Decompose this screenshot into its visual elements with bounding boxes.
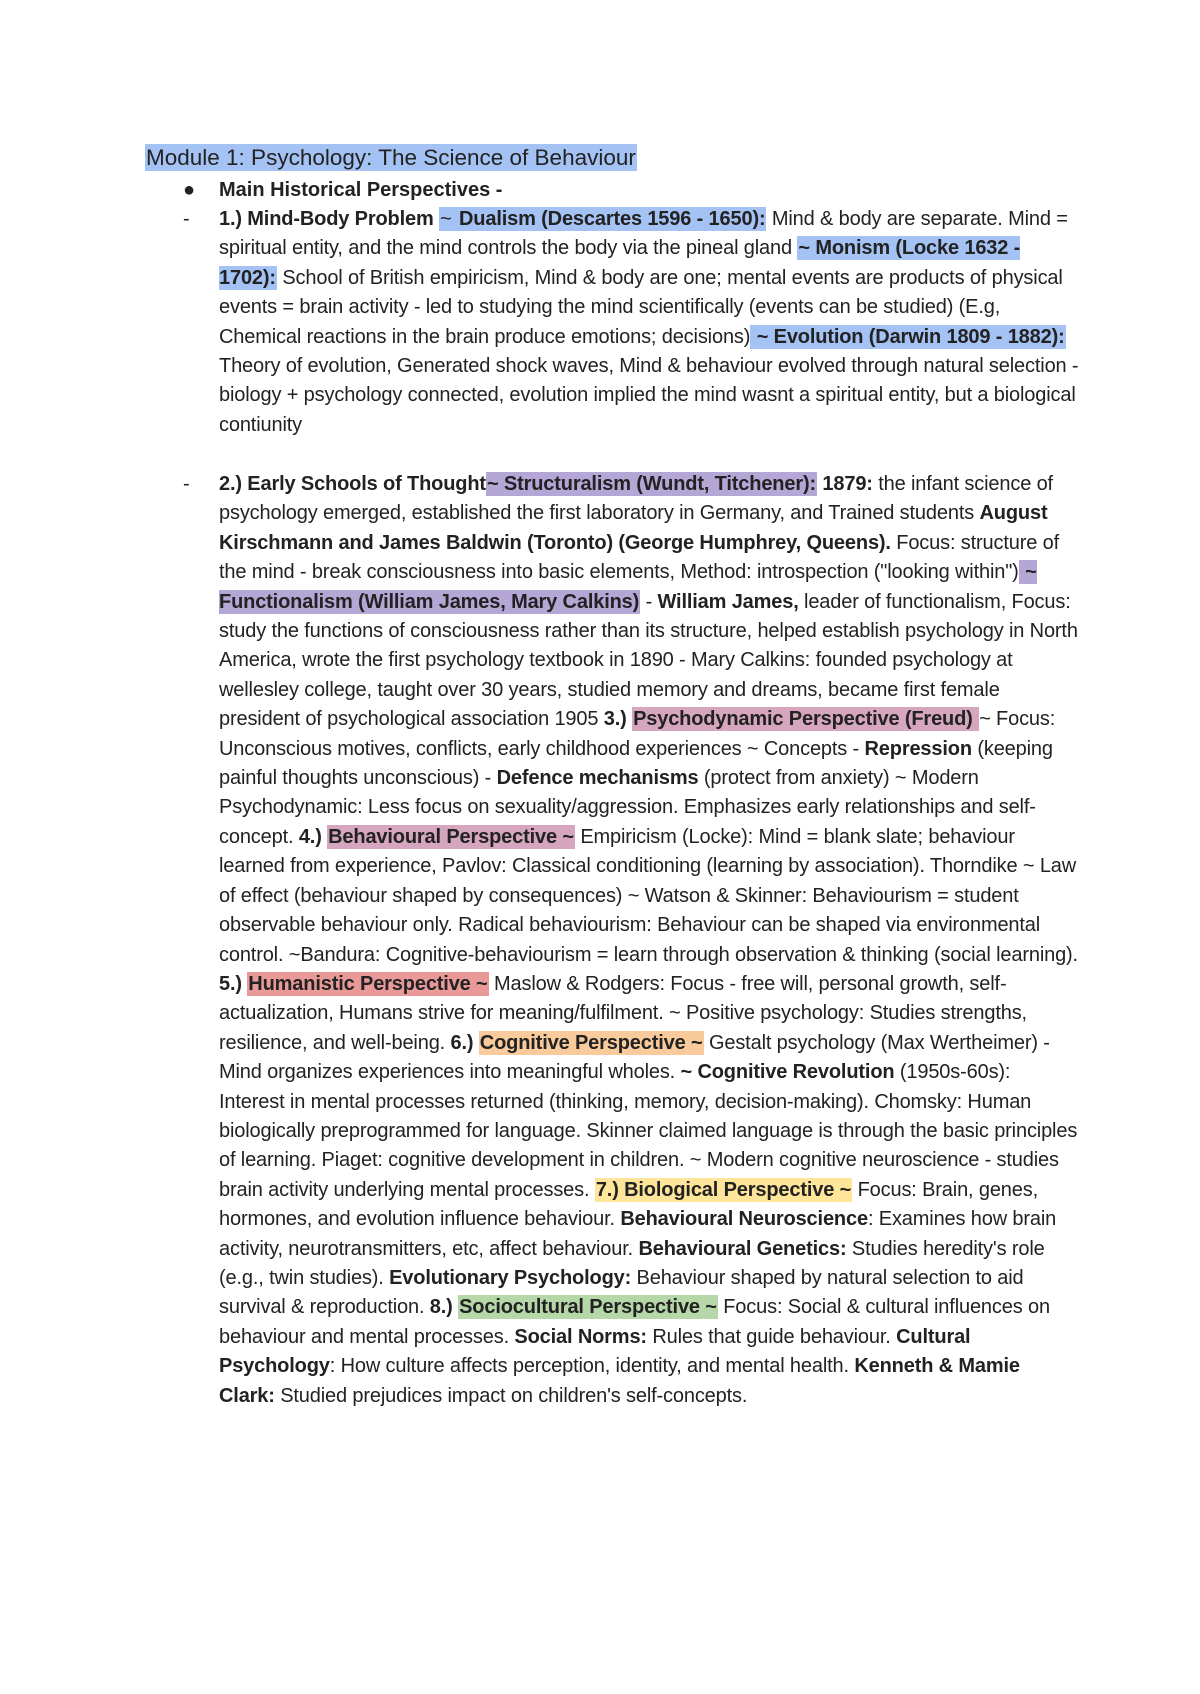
body-text: Focus: Social & cultural influences on behaviour and mental processes. (219, 1296, 1050, 1348)
paragraph-schools-of-thought (219, 470, 1079, 1411)
dash-icon: - (183, 208, 190, 230)
bold-text: 1.) Mind-Body Problem (219, 208, 440, 230)
body-text: Theory of evolution, Generated shock waves, Mind & behaviour evolved through natural selection - biology + psychology connected, evolution implied the mind wasnt a spiritual entity, but a biological contiunity (219, 355, 1079, 436)
list-item-schools-of-thought (183, 470, 1079, 1411)
highlighted-text: Cognitive Perspective ~ (479, 1031, 703, 1054)
highlighted-text: ~ Functionalism (William James, Mary Calkins) (219, 561, 1037, 613)
highlighted-text: ~ Evolution (Darwin 1809 - 1882): (751, 325, 1065, 348)
bullet-icon: ● (183, 179, 196, 201)
title-highlight: Module 1: Psychology: The Science of Behaviour (146, 145, 636, 170)
body-text: Empiricism (Locke): Mind = blank slate; behaviour learned from experience, Pavlov: Classical conditioning (learning by association). Thorndike ~ Law of effect (behaviour shaped by consequences) ~ Watson & Skinner: Behaviourism = student observable behaviour only. Radical behaviourism: Behaviour can be shaped via environmental control. ~Bandura: Cognitive-behaviourism = learn through observation & thinking (social learning). (219, 825, 1078, 966)
bold-text: Kenneth & Mamie Clark: (219, 1355, 1020, 1407)
highlighted-text: Sociocultural Perspective ~ (459, 1296, 717, 1319)
bullet-label: Main Historical Perspectives - (219, 179, 503, 201)
body-text: Rules that guide behaviour. (646, 1325, 897, 1348)
bold-text: Cultural Psychology (219, 1325, 971, 1378)
body-text: the infant science of psychology emerged, established the first laboratory in Germany, and Trained students (219, 473, 1053, 525)
body-text: Mind & body are separate. Mind = spiritual entity, and the mind controls the body via the pineal gland (219, 208, 1068, 260)
bold-text: 4.) (298, 825, 328, 848)
highlighted-text: ~ Monism (Locke 1632 - 1702): (219, 237, 1021, 289)
highlighted-text: 7.) Biological Perspective ~ (595, 1178, 852, 1201)
bold-text: Evolutionary Psychology: (389, 1266, 632, 1289)
bold-text: August Kirschmann and James Baldwin (Toronto) (George Humphrey, Queens). (219, 502, 1048, 554)
highlighted-text: ~ Structuralism (Wundt, Titchener): (486, 473, 816, 495)
body-text: Focus: Brain, genes, hormones, and evolution influence behaviour. (219, 1178, 1039, 1231)
bold-text: Behavioural Neuroscience (620, 1208, 868, 1231)
body-text: (1950s-60s): Interest in mental processes returned (thinking, memory, decision-making). Chomsky: Human biologically preprogrammed for language. Skinner claimed language is through the basic principles of learning. Piaget: cognitive development in children. ~ Modern cognitive neuroscience - studies brain activity underlying mental processes. (219, 1061, 1078, 1201)
bold-text: 1879: (817, 473, 873, 495)
body-text: (keeping painful thoughts unconscious) - (219, 737, 1053, 790)
highlighted-text: Humanistic Perspective ~ (248, 972, 488, 995)
list-item-mind-body (183, 205, 1079, 440)
bold-text: Behavioural Genetics: (638, 1237, 847, 1260)
bold-text: 3.) (603, 708, 633, 731)
bold-text: Repression (864, 737, 972, 760)
body-text: Focus: structure of the mind - break consciousness into basic elements, Method: introspection ("looking within") (219, 531, 1060, 584)
highlighted-text: Psychodynamic Perspective (Freud) (633, 708, 979, 731)
highlighted-text: Dualism (Descartes 1596 - 1650): (458, 208, 766, 230)
body-text: - (640, 590, 658, 613)
body-text: School of British empiricism, Mind & body are one; mental events are products of physical events = brain activity - led to studying the mind scientifically (events can be studied) (E.g, Chemical reactions in the brain produce emotions; decisions) (219, 266, 1063, 348)
bold-text: Defence mechanisms (496, 767, 699, 790)
bold-text: Social Norms: (514, 1325, 647, 1348)
body-text: (protect from anxiety) ~ Modern Psychodynamic: Less focus on sexuality/aggression. Emphasizes early relationships and self-concept. (219, 767, 1036, 848)
bold-text: William James, (657, 590, 799, 613)
body-text: : How culture affects perception, identity, and mental health. (329, 1355, 855, 1378)
body-text: ~ Focus: Unconscious motives, conflicts, early childhood experiences ~ Concepts - (219, 708, 1056, 760)
body-text: Studied prejudices impact on children's self-concepts. (274, 1384, 748, 1407)
bold-text: 8.) (429, 1296, 459, 1319)
body-text: leader of functionalism, Focus: study the functions of consciousness rather than its structure, helped establish psychology in North America, wrote the first psychology textbook in 1890 - Mary Calkins: founded psychology at wellesley college, taught over 30 years, studied memory and dreams, became first female president of psychological association 1905 (219, 590, 1078, 731)
body-text: Maslow & Rodgers: Focus - free will, personal growth, self-actualization, Humans strive for meaning/fulfilment. ~ Positive psychology: Studies strengths, resilience, and well-being. (219, 972, 1027, 1054)
body-text: Gestalt psychology (Max Wertheimer) - Mind organizes experiences into meaningful wholes. (219, 1031, 1050, 1084)
body-text: Studies heredity's role (e.g., twin studies). (219, 1237, 1045, 1289)
bold-text: ~ Cognitive Revolution (680, 1061, 895, 1084)
body-text: Behaviour shaped by natural selection to aid survival & reproduction. (219, 1266, 1024, 1319)
highlighted-text: Behavioural Perspective ~ (328, 825, 574, 848)
bold-text: 6.) (450, 1031, 479, 1054)
body-text: : Examines how brain activity, neurotransmitters, etc, affect behaviour. (219, 1208, 1057, 1260)
page-title (145, 143, 637, 173)
dash-icon: - (183, 473, 190, 495)
highlighted-text: ~ (440, 208, 457, 230)
bold-text: 2.) Early Schools of Thought (219, 473, 486, 495)
paragraph-mind-body (219, 205, 1079, 440)
bold-text: 5.) (219, 972, 248, 995)
